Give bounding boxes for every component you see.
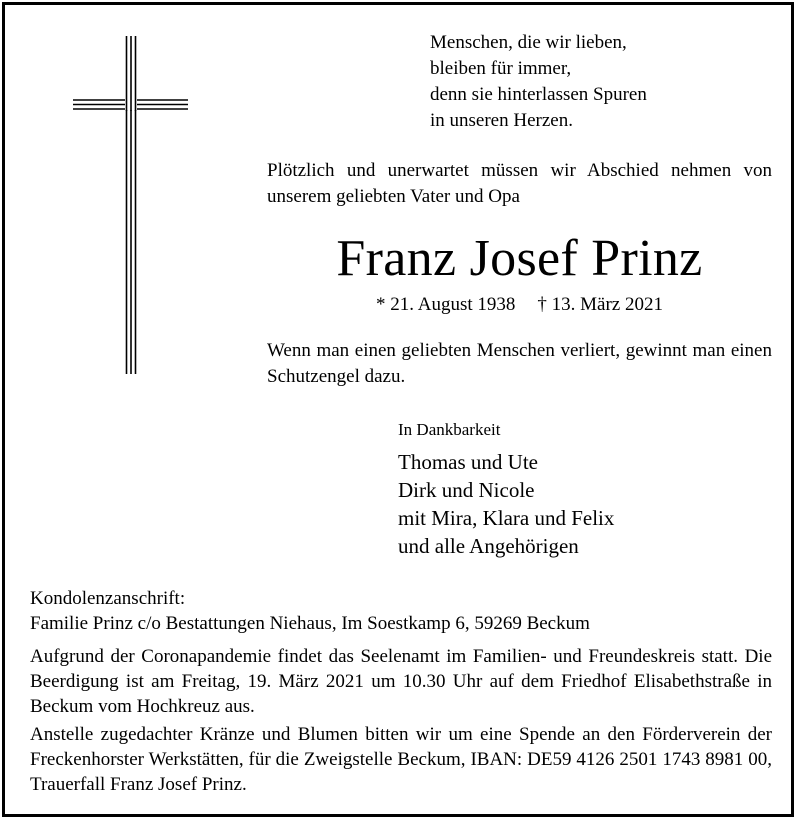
death-date: † 13. März 2021	[537, 294, 663, 315]
poem	[430, 30, 647, 134]
deceased-name: Franz Josef Prinz	[336, 230, 703, 287]
family-list	[398, 448, 614, 560]
family-member: und alle Angehörigen	[398, 534, 579, 558]
birth-date: * 21. August 1938	[376, 294, 516, 315]
condolence-address-block	[30, 586, 772, 636]
family-member: mit Mira, Klara und Felix	[398, 506, 615, 530]
poem-line: bleiben für immer,	[430, 58, 572, 79]
family-member: Dirk und Nicole	[398, 478, 535, 502]
funeral-info: Aufgrund der Coronapandemie findet das Seelenamt im Familien- und Freundeskreis statt. Die Beerdigung ist am Freitag, 19. März 2021 um 10.30 Uhr auf dem Friedhof Elisabethstraße in Beckum vom Hochkreuz aus.	[30, 646, 772, 717]
cross-icon	[73, 36, 188, 374]
poem-line: denn sie hinterlassen Spuren	[430, 84, 647, 105]
poem-line: in unseren Herzen.	[430, 110, 573, 131]
donation-info: Anstelle zugedachter Kränze und Blumen bitten wir um eine Spende an den Förderverein der Freckenhorster Werkstätten, für die Zweigstelle Beckum, IBAN: DE59 4126 2501 1743 8981 00, Trauerfall Franz Josef Prinz.	[30, 724, 772, 795]
family-member: Thomas und Ute	[398, 450, 538, 474]
poem-line: Menschen, die wir lieben,	[430, 32, 627, 53]
thanks-label: In Dankbarkeit	[398, 420, 501, 439]
condolence-label: Kondolenzanschrift:	[30, 588, 186, 609]
condolence-address: Familie Prinz c/o Bestattungen Niehaus, Im Soestkamp 6, 59269 Beckum	[30, 613, 590, 634]
quote-text: Wenn man einen geliebten Menschen verliert, gewinnt man einen Schutzengel dazu.	[267, 340, 772, 387]
intro-text: Plötzlich und unerwartet müssen wir Abschied nehmen von unserem geliebten Vater und Opa	[267, 160, 772, 207]
life-dates	[267, 292, 772, 318]
